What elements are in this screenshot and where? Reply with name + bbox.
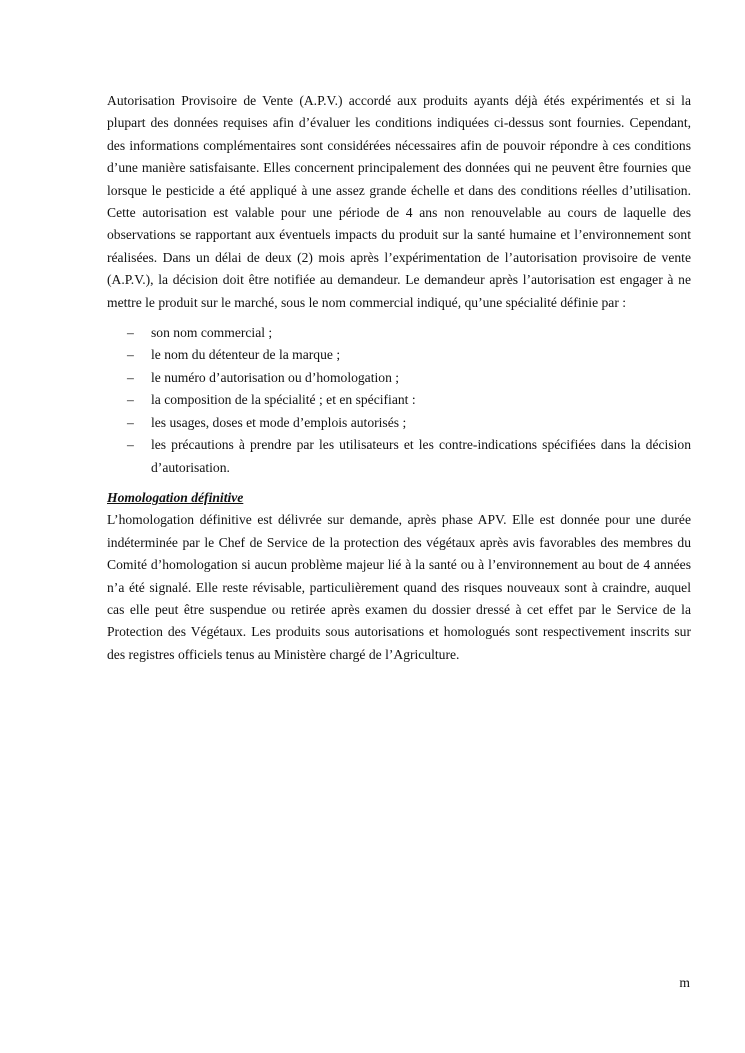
list-item — [107, 389, 691, 411]
list-item-text: son nom commercial ; — [151, 325, 273, 341]
dash-marker: – — [127, 325, 134, 341]
dash-marker: – — [127, 392, 134, 408]
list-item — [107, 367, 691, 389]
section-paragraph: L’homologation définitive est délivrée sur demande, après phase APV. Elle est donnée pour une durée indéterminée par le Chef de Service de la protection des végétaux après avis favorables des membres du Comité d’homologation si aucun problème majeur lié à la santé ou à l’environnement au bout de 4 années n’a été signalé. Elle reste révisable, particulièrement quand des risques nouveaux sont à craindre, auquel cas elle peut être suspendue ou retirée après examen du dossier dressé à cet effet par le Service de la Protection des Végétaux. Les produits sous autorisations et homologués sont respectivement inscrits sur des registres officiels tenus au Ministère chargé de l’Agriculture. — [107, 512, 691, 662]
list-item-text: le numéro d’autorisation ou d’homologation ; — [151, 369, 400, 385]
list-item — [107, 412, 691, 434]
list-item — [107, 344, 691, 366]
list-item — [107, 322, 691, 344]
intro-paragraph: Autorisation Provisoire de Vente (A.P.V.) accordé aux produits ayants déjà étés expérimentés et si la plupart des données requises afin d’évaluer les conditions indiquées ci-dessus sont fournies. Cependant, des informations complémentaires sont considérées nécessaires afin de pouvoir répondre à ces conditions d’une manière satisfaisante. Elles concernent principalement des données qui ne peuvent être fournies que lorsque le pesticide a été appliqué à une assez grande échelle et dans des conditions réelles d’utilisation. Cette autorisation est valable pour une période de 4 ans non renouvelable au cours de laquelle des observations se rapportant aux éventuels impacts du produit sur la santé humaine et l’environnement sont réalisées. Dans un délai de deux (2) mois après l’expérimentation de l’autorisation provisoire de vente (A.P.V.), la décision doit être notifiée au demandeur. Le demandeur après l’autorisation est engager à ne mettre le produit sur le marché, sous le nom commercial indiqué, qu’une spécialité définie par : — [107, 93, 691, 310]
dash-marker: – — [127, 414, 134, 430]
page-number: m — [679, 975, 690, 990]
list-item-text: les précautions à prendre par les utilisateurs et les contre-indications spécifiées dans la décision d’autorisation. — [151, 437, 691, 475]
list-item-text: le nom du détenteur de la marque ; — [151, 347, 341, 363]
dash-marker: – — [127, 369, 134, 385]
dash-marker: – — [127, 437, 134, 453]
section-title: Homologation définitive — [107, 489, 244, 505]
dash-marker: – — [127, 347, 134, 363]
list-item-text: la composition de la spécialité ; et en spécifiant : — [151, 392, 416, 408]
criteria-list — [107, 322, 691, 479]
document-page — [107, 90, 691, 666]
list-item — [107, 434, 691, 479]
list-item-text: les usages, doses et mode d’emplois autorisés ; — [151, 414, 407, 430]
